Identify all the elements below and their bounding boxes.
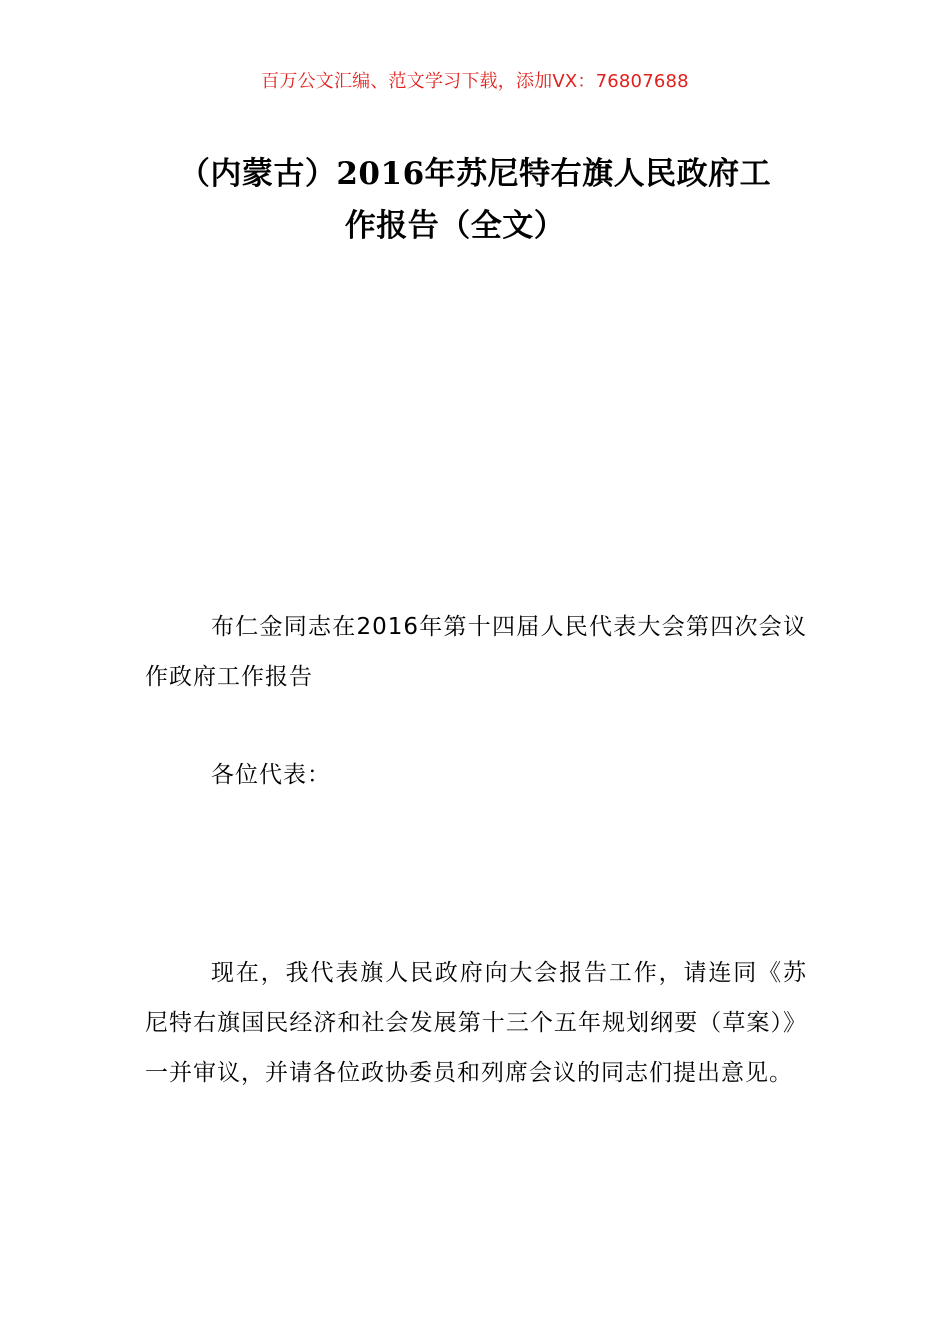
- header-watermark-note: 百万公文汇编、范文学习下载，添加VX：76807688: [261, 71, 689, 92]
- speaker-line: 布仁金同志在2016年第十四届人民代表大会第四次会议作政府工作报告: [145, 614, 807, 690]
- title-line-2: 作报告（全文）: [344, 208, 566, 244]
- document-title: [145, 148, 805, 252]
- title-line-1: （内蒙古）2016年苏尼特右旗人民政府工: [178, 156, 772, 192]
- intro-paragraph: 现在，我代表旗人民政府向大会报告工作，请连同《苏尼特右旗国民经济和社会发展第十三个五年规划纲要（草案）》一并审议，并请各位政协委员和列席会议的同志们提出意见。: [145, 960, 807, 1086]
- salutation: 各位代表：: [211, 762, 331, 788]
